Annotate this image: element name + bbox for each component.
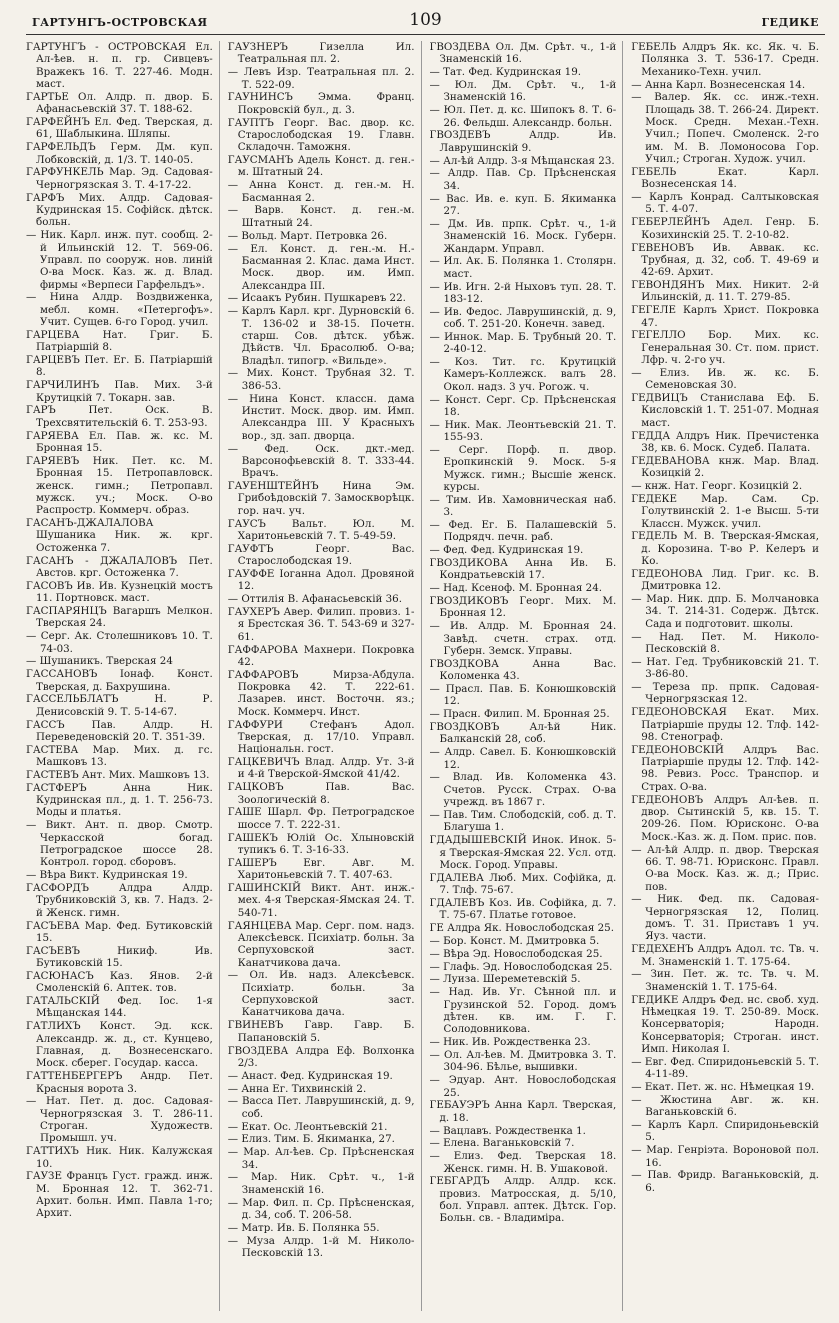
running-head-right: ГЕДИКЕ [761, 16, 819, 29]
directory-entry: — Анаст. Фед. Кудринская 19. [227, 1069, 393, 1082]
page-number: 109 [409, 10, 442, 30]
directory-entry: — Екат. Ос. Леонтьевскій 21. [227, 1120, 388, 1133]
directory-entry: — Елиз. Фед. Тверская 18. Женск. гимн. Н. В. Ушаковой. [429, 1150, 617, 1175]
directory-entry: — Мих. Конст. Трубная 32. Т. 386-53. [227, 367, 415, 392]
directory-entry: — Нат. Гед. Трубниковскій 21. Т. 3-86-80. [631, 655, 819, 681]
directory-entry: ГАТАЛЬСКІЙ Фед. Іос. 1-я Мѣщанская 144. [26, 995, 213, 1020]
directory-entry: — Мар. Фил. п. Ср. Прѣсненская, д. 34, соб. Т. 206-58. [227, 1196, 415, 1221]
directory-entry: ГАСОВЪ Ив. Ив. Кузнецкій мостъ 11. Портновск. маст. [26, 579, 213, 605]
directory-entry: — Алдр. Пав. Ср. Прѣсненская 34. [429, 167, 617, 192]
directory-entry: ГАРЯЕВЪ Ник. Пет. кс. М. Бронная 15. Петропавловск. женск. гимн.; Петропавл. мужск. уч.; Моск. О-во Распростр. Коммерч. образ. [26, 454, 213, 517]
directory-entry: ГВОЗДЕВА Алдра Еф. Волхонка 2/3. [227, 1044, 415, 1069]
directory-entry: ГДАЛЕВА Люб. Мих. Софійка, д. 7. Тлф. 75-67. [429, 871, 617, 897]
directory-entry: ГЕ Алдра Як. Новослободская 25. [429, 922, 614, 935]
directory-entry: ГАФФУРИ Стефанъ Адол. Тверская, д. 17/10. Управл. Національн. гост. [227, 718, 415, 756]
directory-entry: — Шушаникъ. Тверская 24 [26, 655, 173, 668]
directory-entry: ГЕДИКЕ Алдръ Фед. нс. своб. худ. Нѣмецкая 19. Т. 250-89. Моск. Консерваторія; Народн. Консерваторія; Строган. инст. Имп. Николая I. [631, 993, 819, 1055]
directory-entry: ГАУСЪ Вальт. Юл. М. Харитоньевскій 7. Т. 5-49-59. [227, 517, 415, 542]
directory-column-3 [430, 41, 624, 1311]
directory-entry: — Прасн. Филип. М. Бронная 25. [429, 708, 610, 721]
directory-entry: — Пав. Тим. Слободскій, соб. д. Т. Благуша 1. [429, 808, 617, 834]
directory-entry: ГЕБЕЛЬ Алдръ Як. кс. Як. ч. Б. Полянка 3. Т. 536-17. Средн. Механико-Техн. учил. [631, 41, 819, 78]
directory-entry: — Тат. Фед. Кудринская 19. [429, 66, 582, 79]
directory-entry: ГАУФФЕ Іоганна Адол. Дровяной 12. [227, 567, 415, 593]
directory-entry: — Над. Ксеноф. М. Бронная 24. [429, 582, 603, 595]
directory-entry: ГАШЕКЪ Юлій Ос. Хлыновскій тупикъ 6. Т. 3-16-33. [227, 831, 415, 856]
directory-entry: — Прасл. Пав. Б. Конюшковскій 12. [429, 683, 617, 708]
directory-entry: — Вѣра Эд. Новослободская 25. [429, 947, 603, 960]
directory-entry: ГАШИНСКІЙ Викт. Ант. инж.-мех. 4-я Тверская-Ямская 24. Т. 540-71. [227, 882, 415, 919]
directory-entry: ГЕВЕНОВЪ Ив. Аввак. кс. Трубная, д. 32, соб. Т. 49-69 и 42-69. Архит. [631, 241, 819, 279]
directory-entry: — Ол. Ив. надз. Алексѣевск. Психіатр. больн. За Серпуховской заст. Канатчикова дача. [227, 969, 415, 1019]
directory-entry: — Фед. Ег. Б. Палашевскій 5. Подрядч. печн. раб. [429, 519, 617, 544]
directory-entry: — Екат. Пет. ж. нс. Нѣмецкая 19. [631, 1081, 815, 1094]
directory-entry: ГЕБГАРДЪ Алдр. Алдр. кск. провиз. Матросская, д. 5/10, бол. Управл. аптек. Дѣтск. Гор. Больн. св. - Владиміра. [429, 1175, 617, 1225]
directory-entry: ГЕБЕРЛЕЙНЪ Адел. Генр. Б. Козихинскій 25. Т. 2-10-82. [631, 216, 819, 241]
directory-entry: — Нат. Пет. д. дос. Садовая-Черногрязская 3. Т. 286-11. Строган. Художеств. Промышл. уч. [26, 1095, 213, 1145]
directory-entry: ГАРФУНКЕЛЬ Мар. Эд. Садовая-Черногрязская 3. Т. 4-17-22. [26, 166, 213, 191]
directory-entry: ГАССАНОВЪ Іонаф. Конст. Тверская, д. Бахрушина. [26, 668, 213, 693]
directory-entry: — кнж. Нат. Георг. Козицкій 2. [631, 480, 803, 493]
directory-entry: ГВОЗДЕВЪ Алдр. Ив. Лаврушинскій 9. [429, 129, 617, 154]
directory-entry: ГЕДВИЦЪ Станислава Еф. Б. Кисловскій 1. Т. 251-07. Модная маст. [631, 392, 819, 429]
directory-entry: ГАТТЕНБЕРГЕРЪ Андр. Пет. Красныя ворота 3. [26, 1070, 213, 1095]
directory-entry: — Елена. Ваганьковскій 7. [429, 1137, 575, 1150]
directory-entry: ГЕДДА Алдръ Ник. Пречистенка 38, кв. 6. Моск. Судеб. Палата. [631, 429, 819, 454]
directory-entry: — Серг. Порф. п. двор. Еропкинскій 9. Моск. 5-я Мужск. гимн.; Высшіе женск. курсы. [429, 444, 617, 494]
directory-entry: ГАЯНЦЕВА Мар. Серг. пом. надз. Алексѣевск. Психіатр. больн. За Серпуховской заст. Канатчикова дача. [227, 919, 415, 969]
directory-entry: ГАССЕЛЬБЛАТЪ Н. Р. Денисовскій 9. Т. 5-14-67. [26, 693, 213, 718]
directory-entry: ГЕДЕОНОВСКІЙ Алдръ Вас. Патріаршіе пруды 12. Тлф. 142-98. Ревиз. Росс. Транспор. и Страх. О-ва. [631, 743, 819, 793]
directory-entry: ГВОЗДИКОВА Анна Ив. Б. Кондратьевскій 17. [429, 557, 617, 582]
directory-entry: ГАСТЕВЪ Ант. Мих. Машковъ 13. [26, 768, 210, 781]
directory-entry: ГАРФЪ Мих. Алдр. Садовая-Кудринская 15. Софійск. дѣтск. больн. [26, 191, 213, 229]
directory-entry: ГАУФТЪ Георг. Вас. Старослободская 19. [227, 542, 415, 568]
directory-entry: — Исаакъ Рубин. Пушкаревъ 22. [227, 292, 406, 305]
directory-entry: — Матр. Ив. Б. Полянка 55. [227, 1221, 380, 1234]
directory-entry: ГАСТЕВА Мар. Мих. д. гс. Машковъ 13. [26, 743, 213, 769]
directory-entry: — Эдуар. Ант. Новослободская 25. [429, 1074, 617, 1099]
directory-entry: — Елиз. Ив. ж. кс. Б. Семеновская 30. [631, 366, 819, 392]
directory-entry: — Вѣра Викт. Кудринская 19. [26, 869, 188, 882]
directory-entry: — Пав. Фридр. Ваганьковскій, д. 6. [631, 1169, 819, 1194]
directory-entry: ГАСЪЕВА Мар. Фед. Бутиковскій 15. [26, 919, 213, 944]
directory-entry: ГАТТИХЪ Ник. Ник. Калужская 10. [26, 1145, 213, 1170]
directory-entry: ГАРФЕЛЬДЪ Герм. Дм. куп. Лобковскій, д. 1/3. Т. 140-05. [26, 141, 213, 166]
directory-entry: ГЕДЕОНОВЪ Алдръ Ал-ѣев. п. двор. Сытинскій 5, кв. 15. Т. 209-26. Пом. Юрисконс. О-ва Моск.-Каз. ж. д. Пом. прис. пов. [631, 793, 819, 843]
directory-entry: — Карлъ Карл. Спиридоньевскій 5. [631, 1119, 819, 1144]
directory-entry: — Нина Конст. классн. дама Инстит. Моск. двор. им. Имп. Александра III. У Красныхъ вор., зд. зап. дворца. [227, 392, 415, 442]
directory-entry: ГАШЕРЪ Евг. Авг. М. Харитоньевскій 7. Т. 407-63. [227, 856, 415, 882]
directory-entry: — Варв. Конст. д. ген.-м. Штатный 24. [227, 204, 415, 229]
directory-entry: ГАУСМАНЪ Адель Конст. д. ген.-м. Штатный 24. [227, 154, 415, 179]
directory-entry: — Евг. Фед. Спиридоньевскій 5. Т. 4-11-89. [631, 1055, 819, 1081]
directory-entry: — Ник. Фед. пк. Садовая-Черногрязская 12, Полиц. домъ. Т. 31. Приставъ 1 уч. Яуз. части. [631, 893, 819, 943]
directory-entry: ГАРФЕЙНЪ Ел. Фед. Тверская, д. 61, Шаблыкина. Шляпы. [26, 116, 213, 141]
directory-entry: — Викт. Ант. п. двор. Смотр. Черкасской богад. Петроградское шоссе 28. Контрол. город. сборовъ. [26, 819, 213, 869]
directory-entry: — Коз. Тит. гс. Крутицкій Камеръ-Коллежск. валъ 28. Окол. надз. 3 уч. Рогож. ч. [429, 356, 617, 393]
directory-entry: ГЕДЕКЕ Мар. Сам. Ср. Голутвинскій 2. 1-е Высш. 5-ти Классн. Мужск. учил. [631, 492, 819, 530]
directory-entry: — Васса Пет. Лаврушинскій, д. 9, соб. [227, 1095, 415, 1120]
directory-entry: ГАУНИНСЪ Эмма. Франц. Покровскій бул., д. 3. [227, 91, 415, 116]
directory-entry: — Жюстина Авг. ж. кн. Ваганьковскій 6. [631, 1093, 819, 1119]
directory-entry: — Фед. Оск. дкт.-мед. Варсонофьевскій 8. Т. 333-44. Врачъ. [227, 442, 415, 480]
directory-entry: — Зин. Пет. ж. тс. Тв. ч. М. Знаменскій 1. Т. 175-64. [631, 968, 819, 993]
directory-entry: ГЕДЕОНОВА Лид. Григ. кс. В. Дмитровка 12. [631, 567, 819, 593]
directory-entry: ГЕВОНДЯНЪ Мих. Никит. 2-й Ильинскій, д. 11. Т. 279-85. [631, 279, 819, 304]
directory-entry: — Юл. Дм. Срѣт. ч., 1-й Знаменскій 16. [429, 79, 617, 104]
directory-entry: — Над. Пет. М. Николо-Песковскій 8. [631, 630, 819, 655]
directory-entry: ГДАДЫШЕВСКІЙ Инок. Инок. 5-я Тверская-Ямская 22. Усл. отд. Моск. Город. Управы. [429, 834, 617, 871]
directory-entry: ГАФФАРОВЪ Мирза-Абдула. Покровка 42. Т. 222-61. Лазарев. инст. Восточн. яз.; Моск. Коммерч. Инст. [227, 668, 415, 718]
running-head-left: ГАРТУНГЪ-ОСТРОВСКАЯ [32, 16, 208, 29]
directory-columns [26, 41, 825, 1311]
directory-entry: ГЕДЕОНОВСКАЯ Екат. Мих. Патріаршіе пруды 12. Тлф. 142-98. Стенограф. [631, 706, 819, 743]
directory-entry: ГАУЕНШТЕЙНЪ Нина Эм. Грибоѣдовскій 7. Замоскворѣцк. гор. нач. уч. [227, 480, 415, 517]
directory-entry: ГАСПАРЯНЦЪ Вагаршъ Мелкон. Тверская 24. [26, 604, 213, 630]
directory-entry: — Мар. Генріэта. Вороновой пол. 16. [631, 1144, 819, 1169]
directory-entry: ГАТЛИХЪ Конст. Эд. кск. Александр. ж. д., ст. Кунцево, Главная, д. Вознесенскаго. Моск. сберег. Государ. касса. [26, 1020, 213, 1070]
directory-entry: — Ел. Конст. д. ген.-м. Н.-Басманная 2. Клас. дама Инст. Моск. двор. им. Имп. Александра III. [227, 242, 415, 292]
directory-entry: — Ол. Ал-ѣев. М. Дмитровка 3. Т. 304-96. Бѣлье, вышивки. [429, 1049, 617, 1074]
directory-column-4 [631, 41, 825, 1311]
directory-entry: — Иннок. Мар. Б. Трубный 20. Т. 2-40-12. [429, 330, 617, 356]
directory-entry: ГЕДЕХЕНЪ Алдръ Адол. тс. Тв. ч. М. Знаменскій 1. Т. 175-64. [631, 943, 819, 968]
directory-entry: — Оттилія В. Афанасьевскій 36. [227, 593, 403, 606]
directory-entry: ГАРТЬЕ Ол. Алдр. п. двор. Б. Афанасьевскій 37. Т. 188-62. [26, 90, 213, 116]
directory-entry: ГАСАНЪ-ДЖАЛАЛОВА Шушаника Ник. ж. крг. Остоженка 7. [26, 517, 213, 554]
directory-entry: — Мар. Ник. Срѣт. ч., 1-й Знаменскій 16. [227, 1171, 415, 1196]
directory-entry: — Вас. Ив. е. куп. Б. Якиманка 27. [429, 192, 617, 217]
directory-entry: — Тим. Ив. Хамовническая наб. 3. [429, 493, 617, 519]
directory-entry: — Муза Алдр. 1-й М. Николо-Песковскій 13. [227, 1234, 415, 1259]
directory-entry: — Карлъ Конрад. Салтыковская 5. Т. 4-07. [631, 191, 819, 216]
directory-entry: — Серг. Ак. Столешниковъ 10. Т. 74-03. [26, 630, 213, 655]
directory-column-1 [26, 41, 220, 1311]
directory-entry: ГАРЧИЛИНЪ Пав. Мих. 3-й Крутицкій 7. Токарн. зав. [26, 379, 213, 404]
directory-entry: ГЕГЕЛЕ Карлъ Христ. Покровка 47. [631, 304, 819, 329]
directory-entry: — Алдр. Савел. Б. Конюшковскій 12. [429, 746, 617, 771]
directory-entry: — Дм. Ив. прпк. Срѣт. ч., 1-й Знаменскій 16. Моск. Губерн. Жандарм. Управл. [429, 217, 617, 255]
directory-entry: — Анна Ег. Тихвинскій 2. [227, 1082, 367, 1095]
directory-entry: ГАШЕ Шарл. Фр. Петроградское шоссе 7. Т. 222-31. [227, 806, 415, 831]
directory-entry: — Анна Карл. Вознесенская 14. [631, 78, 806, 91]
directory-entry: — Ник. Ив. Рождественка 23. [429, 1036, 591, 1049]
directory-entry: — Луиза. Шереметевскій 5. [429, 973, 581, 986]
directory-entry: ГВИНЕВЪ Гавр. Гавр. Б. Папановскій 5. [227, 1019, 415, 1044]
directory-entry: — Левъ Изр. Театральная пл. 2. Т. 522-09. [227, 66, 415, 91]
directory-entry: — Влад. Ив. Коломенка 43. Счетов. Русск. Страх. О-ва учрежд. въ 1867 г. [429, 771, 617, 809]
directory-entry: — Анна Конст. д. ген.-м. Н. Басманная 2. [227, 179, 415, 204]
directory-entry: — Тереза пр. прпк. Садовая-Черногрязская 12. [631, 681, 819, 706]
directory-entry: ГАСЮНАСЪ Каз. Янов. 2-й Смоленскій 6. Аптек. тов. [26, 969, 213, 995]
directory-entry: ГВОЗДКОВА Анна Вас. Коломенка 43. [429, 657, 617, 683]
directory-entry: ГВОЗДИКОВЪ Георг. Мих. М. Бронная 12. [429, 595, 617, 620]
directory-entry: — Бор. Конст. М. Дмитровка 5. [429, 934, 600, 947]
directory-entry: — Вацлавъ. Рождественка 1. [429, 1124, 586, 1137]
directory-entry: ГАРЦЕВЪ Пет. Ег. Б. Патріаршій 8. [26, 354, 213, 379]
page-header [26, 6, 825, 35]
directory-entry: ГЕДЕЛЬ М. В. Тверская-Ямская, д. Корозина. Т-во Р. Келеръ и Ко. [631, 530, 819, 568]
directory-entry: — Ив. Игн. 2-й Ныховъ туп. 28. Т. 183-12. [429, 280, 617, 305]
directory-entry: ГВОЗДЕВА Ол. Дм. Срѣт. ч., 1-й Знаменскій 16. [429, 41, 617, 66]
directory-entry: ГАУПТЪ Георг. Вас. двор. кс. Старослободская 19. Главн. Складочн. Таможня. [227, 116, 415, 154]
directory-entry: — Мар. Ник. дпр. Б. Молчановка 34. Т. 214-31. Содерж. Дѣтск. Сада и подготовит. школы. [631, 593, 819, 630]
directory-entry: — Ал-ѣй Алдр. 3-я Мѣщанская 23. [429, 154, 615, 167]
directory-entry: — Нина Алдр. Воздвиженка, мебл. комн. «Петергофъ». Учит. Сущев. 6-го Город. учил. [26, 291, 213, 329]
directory-entry: ГДАЛЕВЪ Коз. Ив. Софійка, д. 7. Т. 75-67. Платье готовое. [429, 896, 617, 922]
directory-entry: — Фед. Фед. Кудринская 19. [429, 544, 584, 557]
directory-entry: ГАРЯЕВА Ел. Пав. ж. кс. М. Бронная 15. [26, 429, 213, 454]
directory-entry: ГЕДЕВАНОВА кнж. Мар. Влад. Козицкій 2. [631, 454, 819, 480]
directory-entry: — Ив. Федос. Лаврушинскій, д. 9, соб. Т. 251-20. Конечн. завед. [429, 305, 617, 331]
directory-entry: — Ив. Алдр. М. Бронная 24. Завѣд. счетн. страх. отд. Губерн. Земск. Управы. [429, 620, 617, 657]
directory-entry: ГАУЗНЕРЪ Гизелла Ил. Театральная пл. 2. [227, 41, 415, 66]
directory-entry: ГАРЪ Пет. Оск. В. Трехсвятительскій 6. Т. 253-93. [26, 404, 213, 429]
directory-entry: — Вольд. Март. Петровка 26. [227, 229, 388, 242]
directory-entry: ГАФФАРОВА Махнери. Покровка 42. [227, 643, 415, 668]
directory-entry: ГЕБЕЛЬ Екат. Карл. Вознесенская 14. [631, 165, 819, 191]
directory-entry: — Юл. Пет. д. кс. Шипокъ 8. Т. 6-26. Фельдш. Александр. больн. [429, 104, 617, 129]
directory-entry: — Мар. Ал-ѣев. Ср. Прѣсненская 34. [227, 1146, 415, 1171]
directory-entry: ГАСТФЕРЪ Анна Ник. Кудринская пл., д. 1. Т. 256-73. Моды и платья. [26, 781, 213, 819]
directory-column-2 [228, 41, 422, 1311]
directory-entry: — Ал-ѣй Алдр. п. двор. Тверская 66. Т. 98-71. Юрисконс. Правл. О-ва Моск. Каз. ж. д.; Прис. пов. [631, 843, 819, 893]
directory-entry: ГВОЗДКОВЪ Ал-ѣй Ник. Балканскій 28, соб. [429, 721, 617, 746]
directory-entry: — Елиз. Тим. Б. Якиманка, 27. [227, 1133, 395, 1146]
directory-entry: — Ник. Карл. инж. пут. сообщ. 2-й Ильинскій 12. Т. 569-06. Управл. по сооруж. нов. линій О-ва Моск. Каз. ж. д. Влад. фирмы «Верпеси Гарфельдъ». [26, 229, 213, 291]
directory-entry: — Конст. Серг. Ср. Прѣсненская 18. [429, 393, 617, 418]
directory-entry: — Ил. Ак. Б. Полянка 1. Столярн. маст. [429, 255, 617, 280]
directory-entry: ГАСЪЕВЪ Никиф. Ив. Бутиковскій 15. [26, 944, 213, 970]
directory-entry: — Валер. Як. сс. инж.-техн. Площадь 38. Т. 266-24. Директ. Моск. Средн. Механ.-Техн. Учил.; Попеч. Смоленск. 2-го им. М. В. Ломоносова Гор. Учил.; Строган. Худож. учил. [631, 91, 819, 166]
directory-entry: ГАСАНЪ - ДЖАЛАЛОВЪ Пет. Австов. крг. Остоженка 7. [26, 554, 213, 579]
directory-entry: ГАССЪ Пав. Алдр. Н. Переведеновскій 20. Т. 351-39. [26, 718, 213, 743]
directory-entry: ГЕГЕЛЛО Бор. Мих. кс. Генеральная 30. Ст. пом. прист. Лфр. ч. 2-го уч. [631, 329, 819, 367]
directory-entry: ГАЦКЕВИЧЪ Влад. Алдр. Ут. 3-й и 4-й Тверской-Ямской 41/42. [227, 756, 415, 781]
directory-entry: — Над. Ив. Уг. Сѣнной пл. и Грузинской 52. Город. домъ дѣтен. кв. им. Г. Г. Солодовникова. [429, 986, 617, 1036]
directory-entry: ГЕБАУЭРЪ Анна Карл. Тверская, д. 18. [429, 1099, 617, 1124]
directory-entry: — Глафь. Эд. Новослободская 25. [429, 960, 613, 973]
directory-entry: ГАРЦЕВА Нат. Григ. Б. Патріаршій 8. [26, 328, 213, 354]
directory-entry: — Карлъ Карл. крг. Дурновскій 6. Т. 136-02 и 38-15. Почетн. старш. Сов. дѣтск. убѣж. Дѣйств. Чл. Брасолюб. О-ва; Владѣл. типогр. «Вильде». [227, 305, 415, 367]
directory-entry: — Ник. Мак. Леонтьевскій 21. Т. 155-93. [429, 418, 617, 444]
directory-entry: ГАРТУНГЪ - ОСТРОВСКАЯ Ел. Ал-ѣев. н. п. гр. Сивцевъ-Вражекъ 16. Т. 227-46. Модн. маст. [26, 41, 213, 91]
directory-entry: ГАУХЕРЪ Авер. Филип. провиз. 1-я Брестская 36. Т. 543-69 и 327-61. [227, 605, 415, 643]
directory-entry: ГАУЗЕ Францъ Густ. гражд. инж. М. Бронная 12. Т. 362-71. Архит. больн. Имп. Павла 1-го; Архит. [26, 1170, 213, 1220]
directory-entry: ГАСФОРДЪ Алдра Алдр. Трубниковскій 3, кв. 7. Надз. 2-й Женск. гимн. [26, 882, 213, 919]
directory-entry: ГАЦКОВЪ Пав. Вас. Зоологическій 8. [227, 781, 415, 806]
